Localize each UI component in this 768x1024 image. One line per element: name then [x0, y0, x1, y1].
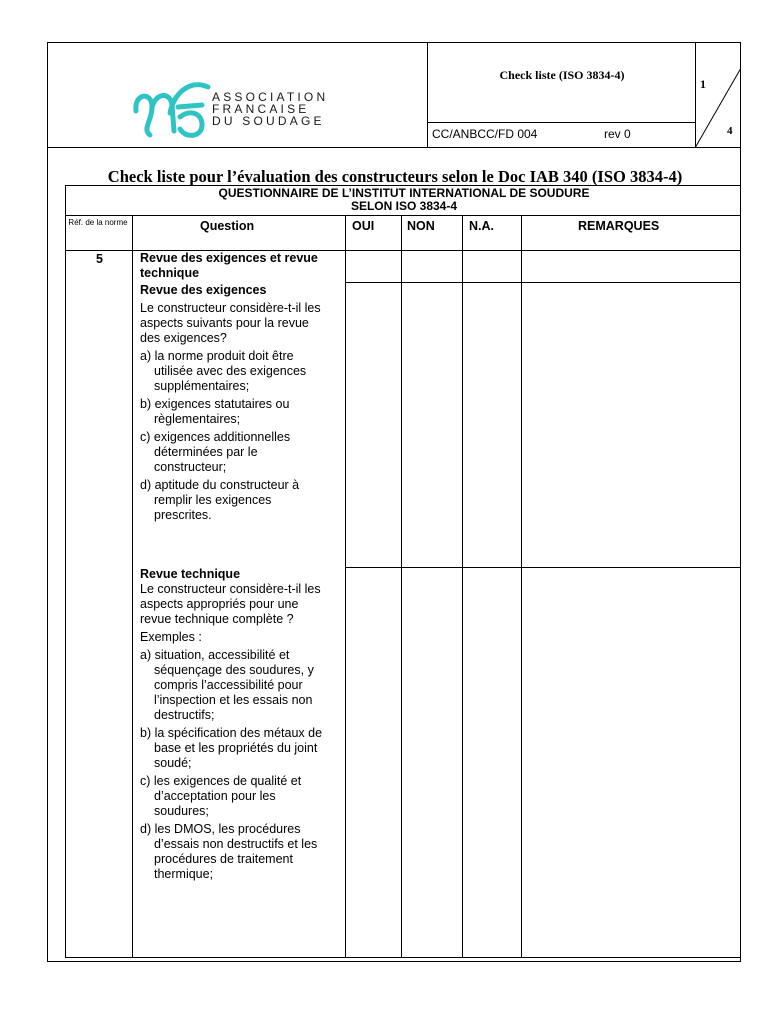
column-header-remarques: REMARQUES: [578, 219, 660, 233]
header-title: Check liste (ISO 3834-4): [499, 68, 625, 82]
list-item: c) les exigences de qualité et d’acceptation pour les soudures;: [140, 774, 302, 818]
column-divider: [401, 215, 402, 957]
list-item: b) exigences statutaires ou règlementaires;: [140, 397, 290, 426]
question-block-exigences: [140, 251, 326, 523]
question-block-technique: [140, 567, 326, 882]
document-reference: CC/ANBCC/FD 004: [432, 127, 538, 141]
list-item: b) la spécification des métaux de base et les propriétés du joint soudé;: [140, 726, 323, 770]
table-rule: [345, 282, 740, 283]
revision-label: rev 0: [604, 127, 631, 141]
column-divider: [521, 215, 522, 957]
section-title: Revue des exigences et revue technique: [140, 251, 318, 280]
column-header-na: N.A.: [469, 219, 494, 233]
page-frame: [47, 42, 741, 962]
column-divider: [345, 215, 346, 957]
header-divider: [427, 122, 695, 123]
page-number: 1: [700, 77, 706, 91]
examples-label: Exemples :: [140, 630, 202, 644]
header-divider: [427, 43, 428, 147]
logo-wordmark: ASSOCIATION FRANCAISE DU SOUDAGE: [212, 90, 329, 128]
list-item: d) les DMOS, les procédures d’essais non destructifs et les procédures de traitement thermique;: [140, 822, 318, 881]
table-rule: [66, 215, 740, 216]
page-total: 4: [727, 125, 733, 137]
column-header-ref: Réf. de la norme: [68, 218, 128, 227]
subsection-title: Revue des exigences: [140, 283, 267, 297]
list-item: d) aptitude du constructeur à remplir les exigences prescrites.: [140, 478, 300, 522]
column-header-question: Question: [200, 219, 255, 233]
subsection-title: Revue technique: [140, 567, 241, 581]
column-header-non: NON: [407, 219, 435, 233]
checklist-table: [65, 185, 741, 958]
column-divider: [462, 215, 463, 957]
column-divider: [132, 215, 133, 957]
table-rule: [345, 567, 740, 568]
list-item: c) exigences additionnelles déterminées par le constructeur;: [140, 430, 291, 474]
list-item: a) situation, accessibilité et séquençage des soudures, y compris l’accessibilité pour l’inspection et les essais non destructifs;: [140, 648, 314, 722]
header-bottom-rule: [48, 147, 740, 148]
list-item: a) la norme produit doit être utilisée avec des exigences supplémentaires;: [140, 349, 307, 393]
table-heading: QUESTIONNAIRE DE L’INSTITUT INTERNATIONAL DE SOUDURE SELON ISO 3834-4: [218, 186, 590, 213]
question-text: Le constructeur considère-t-il les aspects suivants pour la revue des exigences?: [140, 301, 321, 345]
section-number: 5: [96, 252, 103, 266]
question-text: Le constructeur considère-t-il les aspects appropriés pour une revue technique complète ?: [140, 582, 321, 626]
column-header-oui: OUI: [352, 219, 375, 233]
document-title: Check liste pour l’évaluation des constructeurs selon le Doc IAB 340 (ISO 3834-4): [107, 167, 683, 186]
